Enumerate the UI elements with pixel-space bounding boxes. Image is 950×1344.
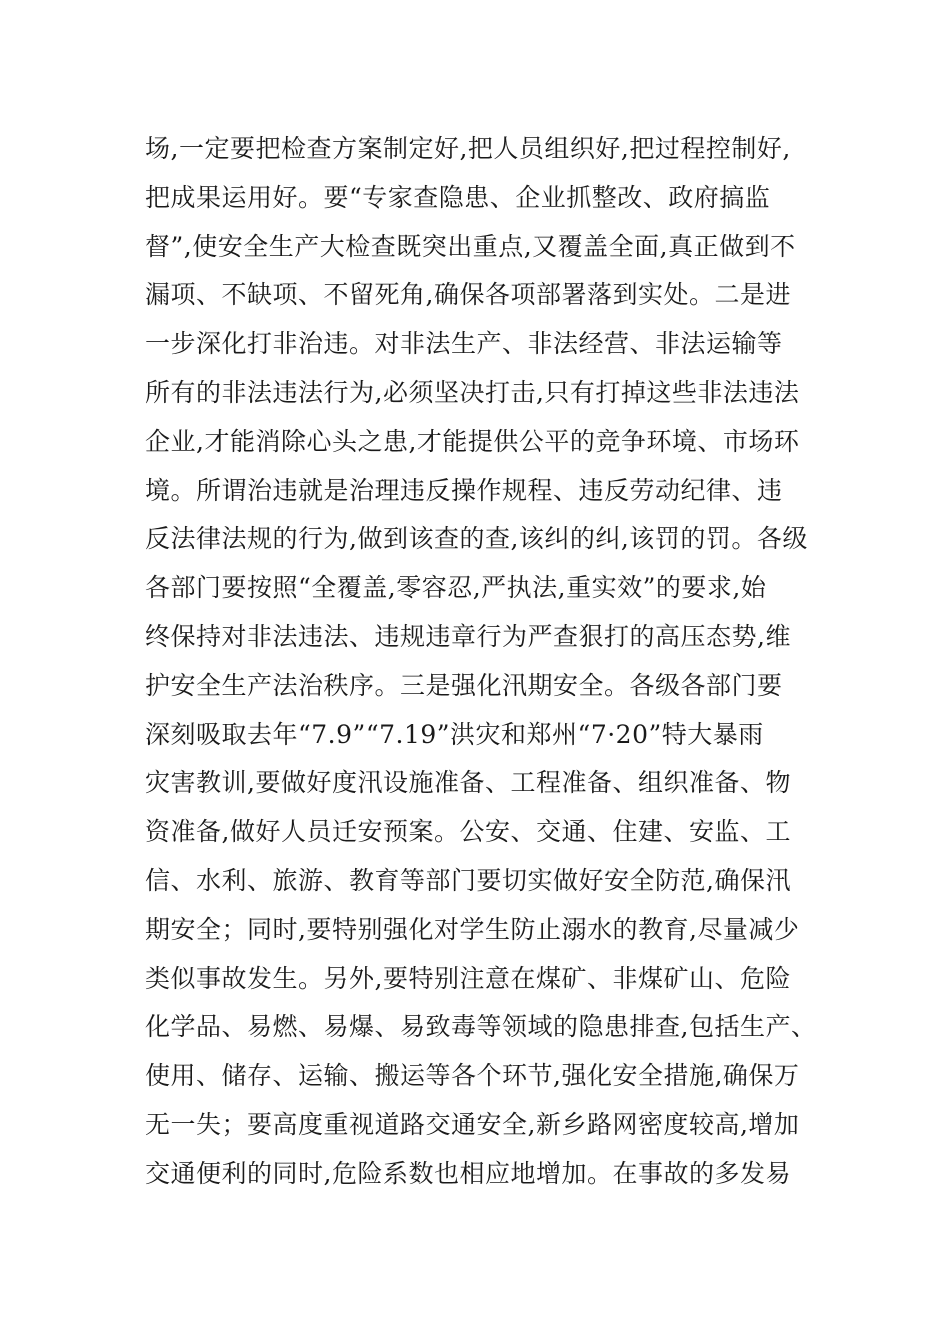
text-line: 使用、储存、运输、搬运等各个环节,强化安全措施,确保万 <box>145 1061 800 1091</box>
text-line: 化学品、易燃、易爆、易致毒等领域的隐患排查,包括生产、 <box>145 1012 817 1042</box>
text-line: 境。所谓治违就是治理违反操作规程、违反劳动纪律、违 <box>145 475 783 505</box>
text-line: 深刻吸取去年“7.9”“7.19”洪灾和郑州“7·20”特大暴雨 <box>145 719 764 749</box>
text-line: 一步深化打非治违。对非法生产、非法经营、非法运输等 <box>145 329 783 359</box>
text-line: 灾害教训,要做好度汛设施准备、工程准备、组织准备、物 <box>145 768 791 798</box>
text-line: 各部门要按照“全覆盖,零容忍,严执法,重实效”的要求,始 <box>145 573 767 603</box>
text-line: 漏项、不缺项、不留死角,确保各项部署落到实处。二是进 <box>145 280 791 310</box>
text-line: 终保持对非法违法、违规违章行为严查狠打的高压态势,维 <box>145 621 791 651</box>
body-text <box>145 125 825 1199</box>
text-line: 企业,才能消除心头之患,才能提供公平的竞争环境、市场环 <box>145 426 800 456</box>
text-line: 交通便利的同时,危险系数也相应地增加。在事故的多发易 <box>145 1158 791 1188</box>
text-line: 反法律法规的行为,做到该查的查,该纠的纠,该罚的罚。各级 <box>145 524 808 554</box>
text-line: 期安全；同时,要特别强化对学生防止溺水的教育,尽量减少 <box>145 914 800 944</box>
text-line: 把成果运用好。要“专家查隐患、企业抓整改、政府搞监 <box>145 182 771 212</box>
text-line: 信、水利、旅游、教育等部门要切实做好安全防范,确保汛 <box>145 865 791 895</box>
text-line: 护安全生产法治秩序。三是强化汛期安全。各级各部门要 <box>145 670 783 700</box>
text-line: 督”,使安全生产大检查既突出重点,又覆盖全面,真正做到不 <box>145 231 796 261</box>
text-line: 无一失；要高度重视道路交通安全,新乡路网密度较高,增加 <box>145 1109 800 1139</box>
text-line: 资准备,做好人员迁安预案。公安、交通、住建、安监、工 <box>145 817 791 847</box>
text-line: 所有的非法违法行为,必须坚决打击,只有打掉这些非法违法 <box>145 377 800 407</box>
text-line: 场,一定要把检查方案制定好,把人员组织好,把过程控制好, <box>145 134 791 163</box>
text-line: 类似事故发生。另外,要特别注意在煤矿、非煤矿山、危险 <box>145 963 791 993</box>
